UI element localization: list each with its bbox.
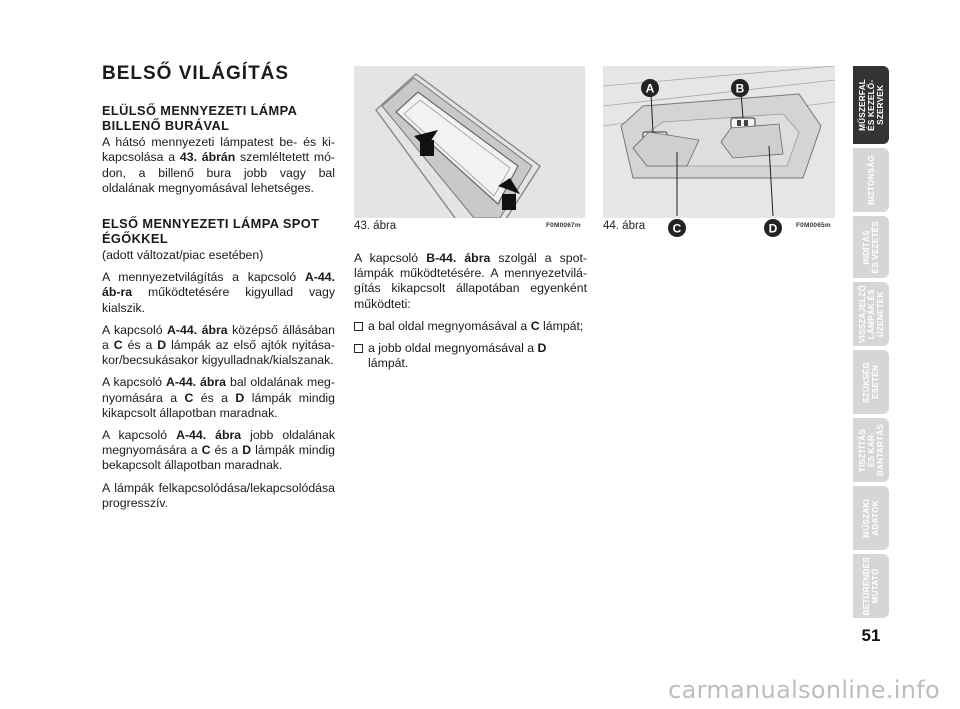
chapter-tab-8[interactable]	[853, 554, 889, 618]
label-b-marker	[731, 79, 749, 97]
spot-note: (adott változat/piac esetében)	[102, 248, 264, 263]
paragraph-switch-middle: A kapcsoló A-44. ábra középső állásában a C és a D lámpák az első ajtók nyitása-kor/becsukásakor kigyulladnak/kialszanak.	[102, 322, 336, 368]
chapter-tab-label: INDÍTÁS ÉS VEZETÉS	[862, 220, 880, 274]
section-title: BELSŐ VILÁGÍTÁS	[102, 63, 290, 84]
paragraph-front-lamp: A hátsó mennyezeti lámpatest be- és ki-kapcsolása a 43. ábrán szemléltetett mó-don, a billenő bura jobb vagy bal oldalának megnyomásával lehetséges.	[102, 135, 336, 195]
bullet-right-press: a jobb oldal megnyomásával a D lámpát.	[354, 341, 587, 371]
chapter-tab-7[interactable]	[853, 486, 889, 550]
paragraph-switch-b: A kapcsoló B-44. ábra szolgál a spot-lámpák működtetésére. A mennyezetvilá-gítás kikapcsolt állapotában egyenként működteti:	[354, 251, 587, 311]
chapter-tab-label: SZÜKSÉG ESETÉN	[862, 361, 880, 403]
figure-44-code: F0M0065m	[796, 222, 831, 229]
chapter-tab-label: BIZTONSÁG	[866, 155, 876, 205]
label-b: B	[735, 81, 745, 96]
label-c: C	[672, 221, 682, 236]
paragraph-progressive: A lámpák felkapcsolódása/lekapcsolódása progresszív.	[102, 480, 335, 510]
paragraph-switch-a: A mennyezetvilágítás a kapcsoló A-44. áb-ra működtetésére kigyullad vagy kialszik.	[102, 270, 335, 315]
ceiling-lamp-illustration	[354, 66, 585, 218]
heading-front-lamp: ELÜLSŐ MENNYEZETI LÁMPA BILLENŐ BURÁVAL	[102, 103, 297, 134]
paragraph-switch-left: A kapcsoló A-44. ábra bal oldalának meg-nyomására a C és a D lámpák mindig kikapcsolt állapotban maradnak.	[102, 375, 335, 420]
chapter-tab-4[interactable]	[853, 282, 889, 346]
figure-44-caption: 44. ábra	[603, 220, 646, 232]
paragraph-switch-right: A kapcsoló A-44. ábra jobb oldalának megnyomására a C és a D lámpák mindig bekapcsolt állapotban maradnak.	[102, 428, 335, 473]
chapter-tab-1[interactable]	[853, 66, 889, 144]
chapter-tab-label: MŰSZAKI ADATOK	[862, 498, 880, 538]
spot-lamps-illustration	[603, 66, 835, 218]
chapter-tab-label: TISZTÍTÁS ÉS KAR- BANTARTÁS	[857, 423, 885, 477]
left-text-column	[102, 63, 336, 518]
figure-44-spot-lamps	[603, 66, 835, 218]
figure-43-ceiling-lamp	[354, 66, 585, 218]
chapter-tab-2[interactable]	[853, 148, 889, 212]
checkbox-bullet-icon	[354, 322, 363, 331]
bullet-left-press: a bal oldal megnyomásával a C lámpát;	[354, 319, 587, 334]
label-d-badge	[763, 218, 783, 238]
figure-43-caption: 43. ábra	[354, 220, 397, 232]
chapter-tab-label: VISSZAJELZŐ LÁMPÁK ÉS ÜZENETEK	[857, 284, 885, 344]
label-c-badge	[667, 218, 687, 238]
chapter-tab-5[interactable]	[853, 350, 889, 414]
middle-text-column	[354, 251, 587, 371]
chapter-tab-label: MŰSZERFAL ÉS KEZELŐ- SZERVEK	[857, 79, 885, 131]
chapter-tab-3[interactable]	[853, 216, 889, 278]
label-d: D	[768, 221, 778, 236]
chapter-tab-label: BETŰRENDES MUTATÓ	[862, 556, 880, 616]
chapter-tab-6[interactable]	[853, 418, 889, 482]
figure-43-code: F0M0067m	[546, 222, 581, 229]
watermark: carmanualsonline.info	[668, 676, 940, 704]
checkbox-bullet-icon	[354, 344, 363, 353]
page-number: 51	[861, 626, 881, 645]
heading-spot-lamp: ELSŐ MENNYEZETI LÁMPA SPOT ÉGŐKKEL	[102, 216, 320, 247]
label-a: A	[645, 81, 655, 96]
label-a-marker	[641, 79, 659, 97]
